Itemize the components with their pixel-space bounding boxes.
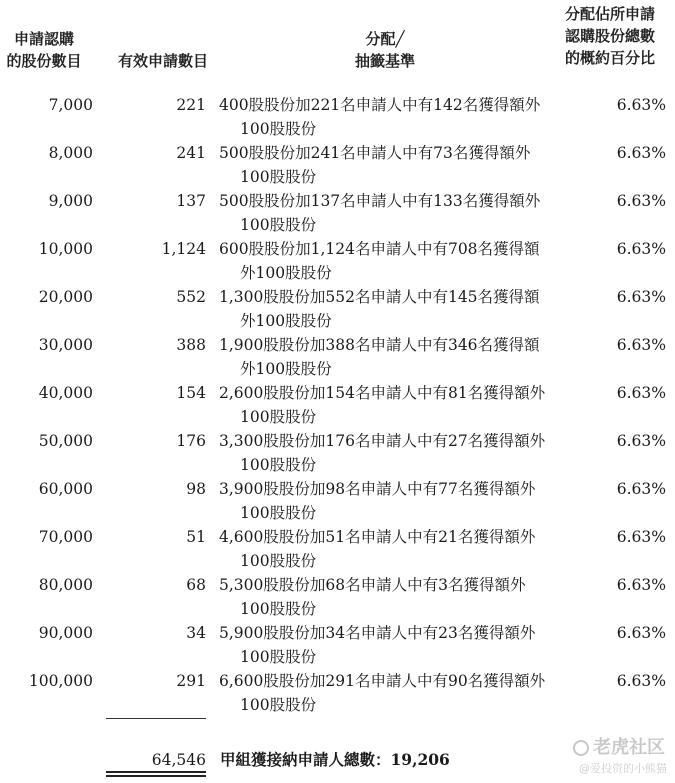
basis-cell xyxy=(219,93,559,141)
tiger-logo-icon xyxy=(573,740,589,756)
allocation-table-body xyxy=(0,93,675,717)
percentage-cell: 6.63% xyxy=(616,624,666,642)
basis-line2: 100股股份 xyxy=(240,600,317,618)
table-row xyxy=(0,669,675,717)
header-allocation-basis xyxy=(330,28,440,72)
table-row xyxy=(0,93,675,141)
percentage-cell: 6.63% xyxy=(616,576,666,594)
basis-cell xyxy=(219,189,559,237)
basis-line2: 100股股份 xyxy=(240,552,317,570)
basis-line2: 100股股份 xyxy=(240,168,317,186)
basis-cell xyxy=(219,477,559,525)
header-shares-line2: 的股份數目 xyxy=(6,52,82,70)
basis-line2: 外100股股份 xyxy=(240,360,332,378)
basis-cell xyxy=(219,237,559,285)
applications-cell: 34 xyxy=(186,624,206,642)
total-double-rule xyxy=(106,771,206,777)
basis-line2: 100股股份 xyxy=(240,408,317,426)
shares-applied-cell: 7,000 xyxy=(48,96,93,114)
table-row xyxy=(0,525,675,573)
basis-cell xyxy=(219,429,559,477)
basis-line2: 100股股份 xyxy=(240,456,317,474)
percentage-cell: 6.63% xyxy=(616,672,666,690)
applications-cell: 176 xyxy=(176,432,206,450)
shares-applied-cell: 70,000 xyxy=(38,528,93,546)
basis-line1: 2,600股股份加154名申請人中有81名獲得額外 xyxy=(219,384,546,402)
shares-applied-cell: 80,000 xyxy=(38,576,93,594)
total-label: 甲組獲接納申請人總數： xyxy=(220,751,391,769)
shares-applied-cell: 50,000 xyxy=(38,432,93,450)
basis-line1: 1,300股股份加552名申請人中有145名獲得額 xyxy=(219,288,540,306)
basis-line1: 3,900股股份加98名申請人中有77名獲得額外 xyxy=(219,480,536,498)
basis-line1: 500股股份加137名申請人中有133名獲得額外 xyxy=(219,192,541,210)
basis-line1: 1,900股股份加388名申請人中有346名獲得額 xyxy=(219,336,540,354)
table-row xyxy=(0,621,675,669)
table-row xyxy=(0,381,675,429)
table-row xyxy=(0,333,675,381)
basis-cell xyxy=(219,621,559,669)
shares-applied-cell: 60,000 xyxy=(38,480,93,498)
header-basis-line1: 分配╱ xyxy=(365,30,405,48)
table-row xyxy=(0,285,675,333)
basis-line1: 3,300股股份加176名申請人中有27名獲得額外 xyxy=(219,432,546,450)
header-basis-line2: 抽籤基準 xyxy=(354,52,415,70)
basis-line2: 100股股份 xyxy=(240,504,317,522)
basis-line2: 100股股份 xyxy=(240,648,317,666)
percentage-cell: 6.63% xyxy=(616,96,666,114)
basis-line2: 外100股股份 xyxy=(240,312,332,330)
header-shares-line1: 申請認購 xyxy=(13,30,74,48)
subtotal-rule xyxy=(106,718,206,719)
applications-cell: 552 xyxy=(176,288,206,306)
basis-cell xyxy=(219,333,559,381)
shares-applied-cell: 30,000 xyxy=(38,336,93,354)
basis-line1: 5,900股股份加34名申請人中有23名獲得額外 xyxy=(219,624,536,642)
applications-cell: 154 xyxy=(176,384,206,402)
watermark-brand xyxy=(573,733,665,759)
table-row xyxy=(0,477,675,525)
shares-applied-cell: 40,000 xyxy=(38,384,93,402)
header-applications-label: 有效申請數目 xyxy=(117,52,208,70)
table-row xyxy=(0,429,675,477)
basis-line1: 500股股份加241名申請人中有73名獲得額外 xyxy=(219,144,531,162)
basis-cell xyxy=(219,573,559,621)
shares-applied-cell: 8,000 xyxy=(48,144,93,162)
table-row xyxy=(0,237,675,285)
basis-line1: 400股股份加221名申請人中有142名獲得額外 xyxy=(219,96,541,114)
applications-cell: 388 xyxy=(176,336,206,354)
applications-cell: 291 xyxy=(176,672,206,690)
basis-cell xyxy=(219,141,559,189)
basis-line2: 100股股份 xyxy=(240,696,317,714)
basis-line1: 6,600股股份加291名申請人中有90名獲得額外 xyxy=(219,672,546,690)
basis-cell xyxy=(219,525,559,573)
basis-line1: 600股股份加1,124名申請人中有708名獲得額 xyxy=(219,240,540,258)
basis-cell xyxy=(219,285,559,333)
total-value: 19,206 xyxy=(390,750,450,769)
watermark-brand-text: 老虎社区 xyxy=(593,737,665,758)
basis-line2: 外100股股份 xyxy=(240,264,332,282)
header-approx-percentage xyxy=(548,3,672,69)
basis-cell xyxy=(219,669,559,717)
applications-cell: 51 xyxy=(186,528,206,546)
shares-applied-cell: 100,000 xyxy=(28,672,93,690)
basis-line1: 5,300股股份加68名申請人中有3名獲得額外 xyxy=(219,576,526,594)
applications-cell: 1,124 xyxy=(161,240,206,258)
table-row xyxy=(0,573,675,621)
applications-cell: 241 xyxy=(176,144,206,162)
percentage-cell: 6.63% xyxy=(616,144,666,162)
basis-cell xyxy=(219,381,559,429)
shares-applied-cell: 9,000 xyxy=(48,192,93,210)
total-applications: 64,546 xyxy=(151,751,206,769)
watermark-user: @爱投资的小熊猫 xyxy=(579,762,667,775)
percentage-cell: 6.63% xyxy=(616,192,666,210)
basis-line1: 4,600股股份加51名申請人中有21名獲得額外 xyxy=(219,528,536,546)
header-percent-line3: 的概約百分比 xyxy=(564,49,655,67)
table-row xyxy=(0,141,675,189)
header-valid-applications xyxy=(104,50,208,72)
table-row xyxy=(0,189,675,237)
basis-line2: 100股股份 xyxy=(240,216,317,234)
percentage-cell: 6.63% xyxy=(616,336,666,354)
header-percent-line1: 分配佔所申請 xyxy=(564,5,655,23)
basis-line2: 100股股份 xyxy=(240,120,317,138)
header-percent-line2: 認購股份總數 xyxy=(564,27,655,45)
applications-cell: 221 xyxy=(176,96,206,114)
shares-applied-cell: 20,000 xyxy=(38,288,93,306)
applications-cell: 137 xyxy=(176,192,206,210)
percentage-cell: 6.63% xyxy=(616,240,666,258)
percentage-cell: 6.63% xyxy=(616,384,666,402)
total-successful-applicants xyxy=(220,748,450,772)
applications-cell: 68 xyxy=(186,576,206,594)
percentage-cell: 6.63% xyxy=(616,480,666,498)
shares-applied-cell: 10,000 xyxy=(38,240,93,258)
applications-cell: 98 xyxy=(186,480,206,498)
shares-applied-cell: 90,000 xyxy=(38,624,93,642)
percentage-cell: 6.63% xyxy=(616,288,666,306)
percentage-cell: 6.63% xyxy=(616,432,666,450)
header-shares-applied xyxy=(2,28,86,72)
percentage-cell: 6.63% xyxy=(616,528,666,546)
